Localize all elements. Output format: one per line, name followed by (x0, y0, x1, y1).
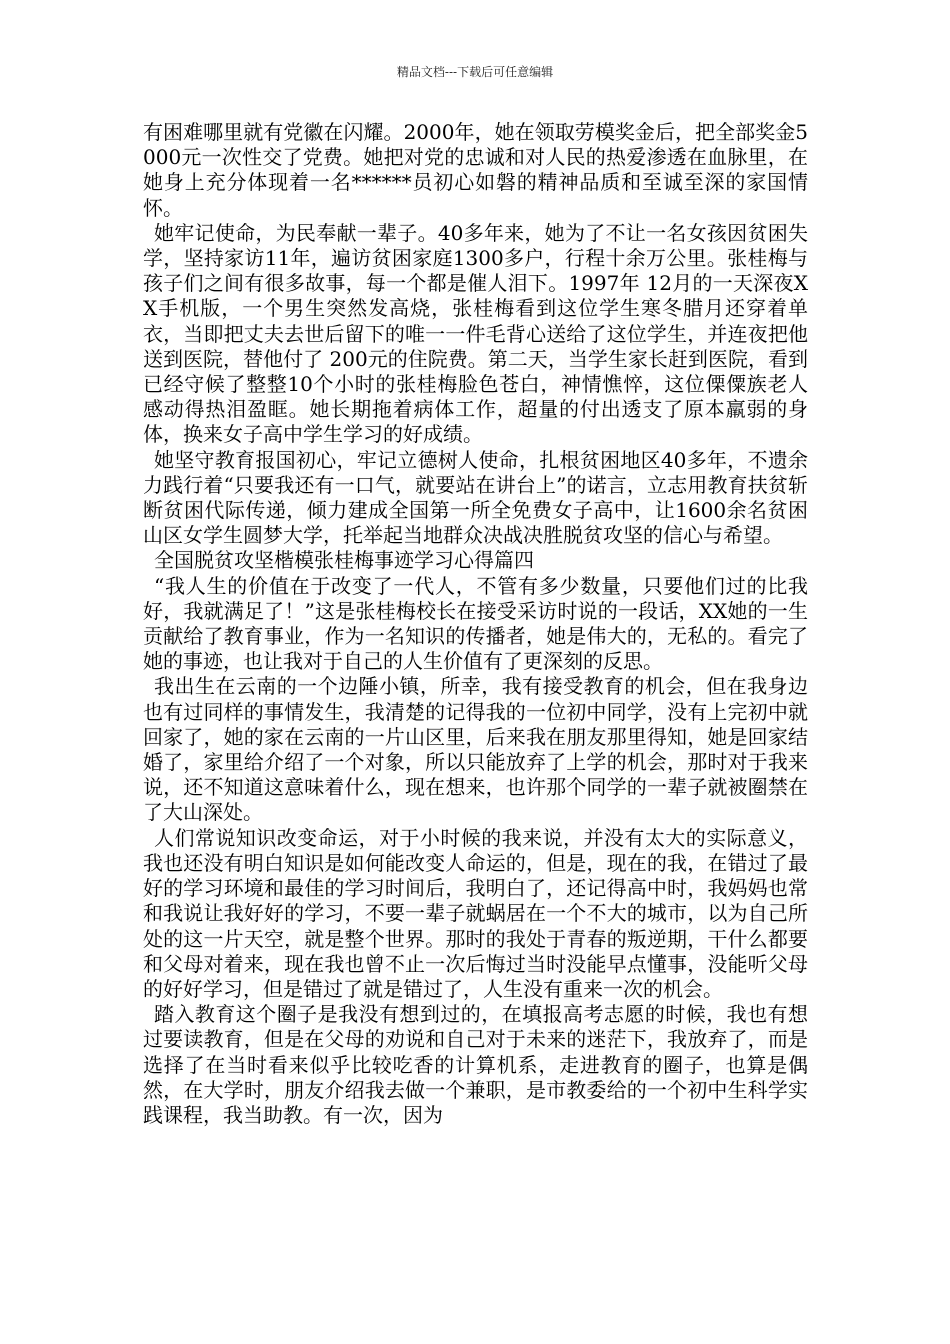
section-heading: 全国脱贫攻坚楷模张桂梅事迹学习心得篇四 (154, 548, 534, 573)
page-header: 精品文档---下载后可任意编辑 (396, 65, 554, 79)
paragraph-1: 有困难哪里就有党徽在闪耀。2000年，她在领取劳模奖金后，把全部奖金5000元一次性交了党费。她把对党的忠诚和对人民的热爱渗透在血脉里，在她身上充分体现着一名******员初心如磐的精神品质和至诚至深的家国情怀。 (143, 120, 808, 220)
paragraph-4: “我人生的价值在于改变了一代人，不管有多少数量，只要他们过的比我好，我就满足了！”这是张桂梅校长在接受采访时说的一段话，XX她的一生贡献给了教育事业，作为一名知识的传播者，她是伟大的，无私的。看完了她的事迹，也让我对于自己的人生价值有了更深刻的反思。 (143, 573, 808, 674)
paragraph-2: 她牢记使命，为民奉献一辈子。40多年来，她为了不让一名女孩因贫困失学，坚持家访11年，遍访贫困家庭1300多户，行程十余万公里。张桂梅与孩子们之间有很多故事，每一个都是催人泪下。1997年 12月的一天深夜XX手机版，一个男生突然发高烧，张桂梅看到这位学生寒冬腊月还穿着单衣，当即把丈夫去世后留下的唯一一件毛背心送给了这位学生，并连夜把他送到医院，替他付了 200元的住院费。第二天，当学生家长赶到医院，看到已经守候了整整10个小时的张桂梅脸色苍白，神情憔悴，这位傈僳族老人感动得热泪盈眶。她长期拖着病体工作，超量的付出透支了原本羸弱的身体，换来女子高中学生学习的好成绩。 (143, 220, 808, 447)
paragraph-5: 我出生在云南的一个边陲小镇，所幸，我有接受教育的机会，但在我身边也有过同样的事情发生，我清楚的记得我的一位初中同学，没有上完初中就回家了，她的家在云南的一片山区里，后来我在朋友那里得知，她是回家结婚了，家里给介绍了一个对象，所以只能放弃了上学的机会，那时对于我来说，还不知道这意味着什么，现在想来，也许那个同学的一辈子就被圈禁在了大山深处。 (143, 674, 808, 825)
document-body (143, 120, 808, 1128)
paragraph-6: 人们常说知识改变命运，对于小时候的我来说，并没有太大的实际意义，我也还没有明白知识是如何能改变人命运的，但是，现在的我，在错过了最好的学习环境和最佳的学习时间后，我明白了，还记得高中时，我妈妈也常和我说让我好好的学习，不要一辈子就蜗居在一个不大的城市，以为自己所处的这一片天空，就是整个世界。那时的我处于青春的叛逆期，干什么都要和父母对着来，现在我也曾不止一次后悔过当时没能早点懂事，没能听父母的好好学习，但是错过了就是错过了，人生没有重来一次的机会。 (143, 825, 808, 1001)
paragraph-3: 她坚守教育报国初心，牢记立德树人使命，扎根贫困地区40多年，不遗余力践行着“只要我还有一口气，就要站在讲台上”的诺言，立志用教育扶贫斩断贫困代际传递，倾力建成全国第一所全免费女子高中，让1600余名贫困山区女学生圆梦大学，托举起当地群众决战决胜脱贫攻坚的信心与希望。 (143, 447, 808, 548)
paragraph-7: 踏入教育这个圈子是我没有想到过的，在填报高考志愿的时候，我也有想过要读教育，但是在父母的劝说和自己对于未来的迷茫下，我放弃了，而是选择了在当时看来似乎比较吃香的计算机系，走进教育的圈子，也算是偶然，在大学时，朋友介绍我去做一个兼职，是市教委给的一个初中生科学实践课程，我当助教。有一次，因为 (143, 1002, 808, 1127)
